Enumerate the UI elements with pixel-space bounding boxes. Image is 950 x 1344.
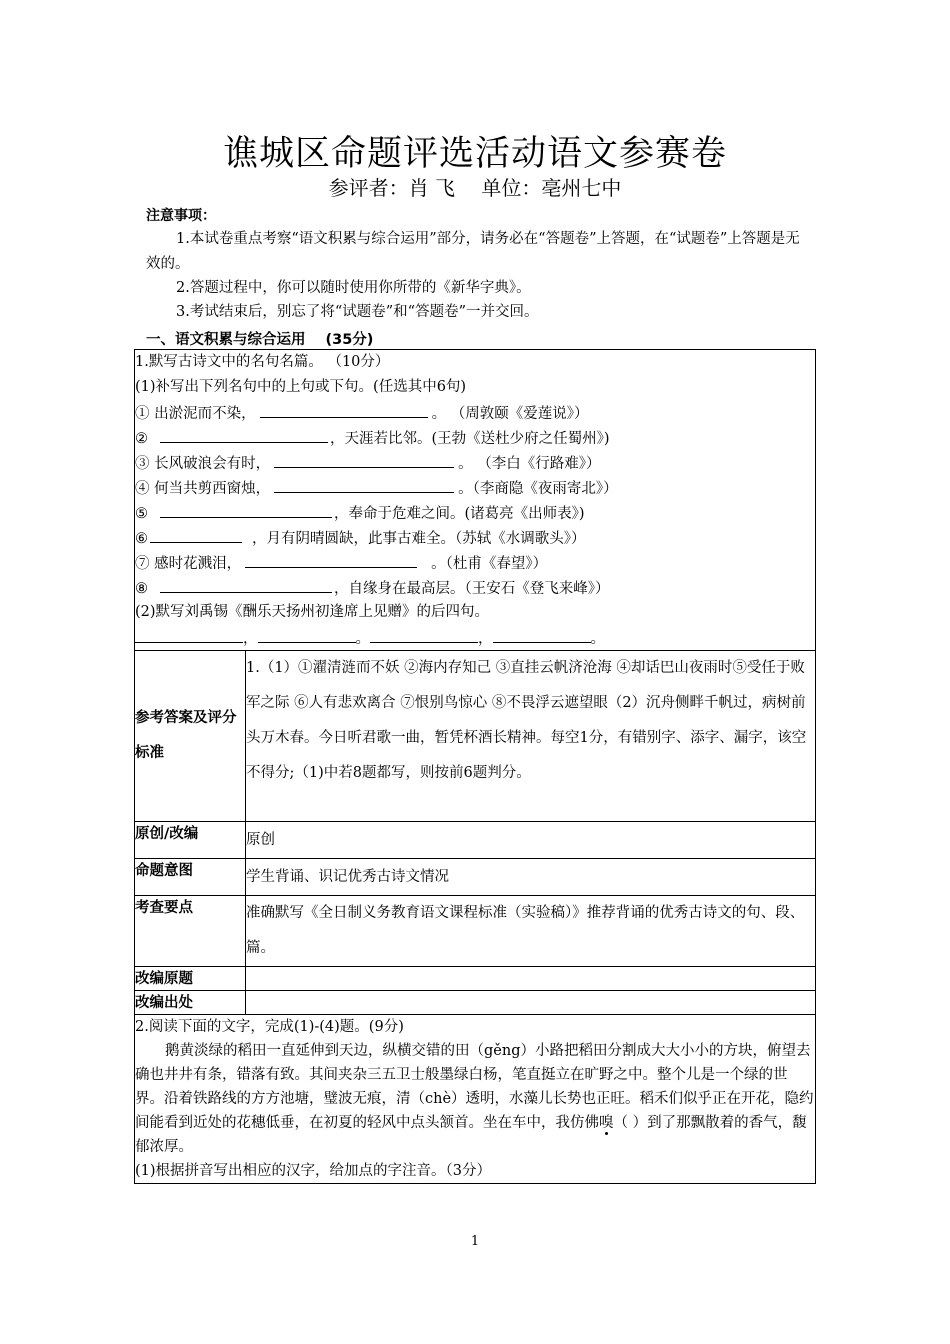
original-row [135, 822, 816, 859]
intent-label: 命题意图 [135, 859, 246, 896]
answer-blank[interactable] [274, 450, 454, 468]
answer-blank[interactable] [160, 575, 332, 593]
adapt-original-content [246, 967, 816, 991]
adapt-source-content [246, 991, 816, 1015]
answer-blank[interactable] [160, 425, 328, 443]
answer-content: 1.（1）①濯清涟而不妖 ②海内存知己 ③直挂云帆济沧海 ④却话巴山夜雨时⑤受任于败军之际 ⑥人有悲欢离合 ⑦恨别鸟惊心 ⑧不畏浮云遮望眼（2）沉舟侧畔千帆过，病树前头万木春。今日听君歌一曲，暂凭杯酒长精神。每空1分，有错别字、添字、漏字，该空不得分;（1)中若8题都写，则按前6题判分。 [246, 651, 816, 822]
recite-line-5: ⑤ ，奉命于危难之间。(诸葛亮《出师表》) [135, 500, 815, 525]
recite-line-1: ① 出淤泥而不染， 。 （周敦颐《爱莲说》） [135, 400, 815, 425]
original-label: 原创/改编 [135, 822, 246, 859]
answer-blank[interactable] [150, 525, 242, 543]
author-line [0, 172, 950, 201]
answer-blank[interactable] [245, 550, 417, 568]
question-2-row [135, 1015, 816, 1184]
answer-blank[interactable] [135, 625, 243, 643]
adapt-original-label: 改编原题 [135, 967, 246, 991]
question-2-passage: 鹅黄淡绿的稻田一直延伸到天边，纵横交错的田（gěng）小路把稻田分割成大大小小的方块，俯望去确也井井有条，错落有致。其间夹杂三五卫士般墨绿白杨，笔直挺立在旷野之中。整个儿是一个绿的世界。沿着铁路线的方方池塘，璧波无痕，清（chè）透明，水藻儿长势也正旺。稻禾们似乎正在开花，隐约间能看到近处的花穗低垂，在初夏的轻风中点头颔首。坐在车中，我仿佛嗅（ ）到了那飘散着的香气，馥郁浓厚。 [135, 1043, 814, 1155]
page-number: 1 [470, 1234, 480, 1249]
answer-row [135, 651, 816, 822]
question-1-sub2: (2)默写刘禹锡《酬乐天扬州初逢席上见赠》的后四句。 [135, 604, 490, 620]
notice-item-1: 1.本试卷重点考察“语文积累与综合运用”部分，请务必在“答题卷”上答题，在“试题卷”上答题是无效的。 [146, 231, 800, 272]
recite-poem-blanks: ， 。 ， 。 [135, 625, 815, 650]
question-1-row [135, 350, 816, 651]
question-1-title: 1.默写古诗文中的名句名篇。 （10分） [135, 354, 390, 370]
question-2-sub1: (1)根据拼音写出相应的汉字，给加点的字注音。（3分） [135, 1163, 492, 1179]
answer-blank[interactable] [370, 625, 478, 643]
recite-line-7: ⑦ 感时花溅泪， 。（杜甫《春望》） [135, 550, 815, 575]
answer-blank[interactable] [493, 625, 591, 643]
question-table [134, 349, 816, 1184]
points-row [135, 896, 816, 967]
adapt-source-label: 改编出处 [135, 991, 246, 1015]
recite-line-4: ④ 何当共剪西窗烛， 。（李商隐《夜雨寄北》） [135, 475, 815, 500]
intent-content: 学生背诵、识记优秀古诗文情况 [246, 859, 816, 896]
points-content: 准确默写《全日制义务教育语文课程标准（实验稿）》推荐背诵的优秀古诗文的句、段、篇。 [246, 896, 816, 967]
question-1-sub1: (1)补写出下列名句中的上句或下句。(任选其中6句) [135, 379, 467, 395]
reviewer-name: 参评者：肖 飞 [328, 176, 455, 200]
adapt-original-row [135, 967, 816, 991]
dotted-char: 嗅 [599, 1115, 614, 1131]
recite-line-6: ⑥ ，月有阴晴圆缺，此事古难全。（苏轼《水调歌头》） [135, 525, 815, 550]
notice-heading: 注意事项： [146, 208, 216, 224]
answer-blank[interactable] [258, 625, 356, 643]
adapt-source-row [135, 991, 816, 1015]
intent-row [135, 859, 816, 896]
recite-line-8: ⑧ ，自缘身在最高层。（王安石《登飞来峰》） [135, 575, 815, 600]
question-2-title: 2.阅读下面的文字，完成(1)-(4)题。(9分) [135, 1019, 404, 1035]
recite-line-3: ③ 长风破浪会有时， 。 （李白《行路难》） [135, 450, 815, 475]
reviewer-unit: 单位：亳州七中 [481, 176, 622, 200]
answer-blank[interactable] [160, 500, 332, 518]
answer-blank[interactable] [260, 400, 428, 418]
section-score: (35分) [325, 332, 374, 348]
notice-item-2: 2.答题过程中，你可以随时使用你所带的《新华字典》。 [176, 280, 531, 296]
points-label: 考查要点 [135, 896, 246, 967]
recite-line-2: ② ，天涯若比邻。(王勃《送杜少府之任蜀州》) [135, 425, 815, 450]
notice-item-3: 3.考试结束后，别忘了将“试题卷”和“答题卷”一并交回。 [176, 304, 539, 320]
answer-label: 参考答案及评分标准 [135, 651, 246, 822]
answer-blank[interactable] [274, 475, 454, 493]
original-content: 原创 [246, 822, 816, 859]
page-title: 谯城区命题评选活动语文参赛卷 [222, 134, 727, 174]
section-heading: 一、语文积累与综合运用 (35分) [146, 332, 374, 348]
